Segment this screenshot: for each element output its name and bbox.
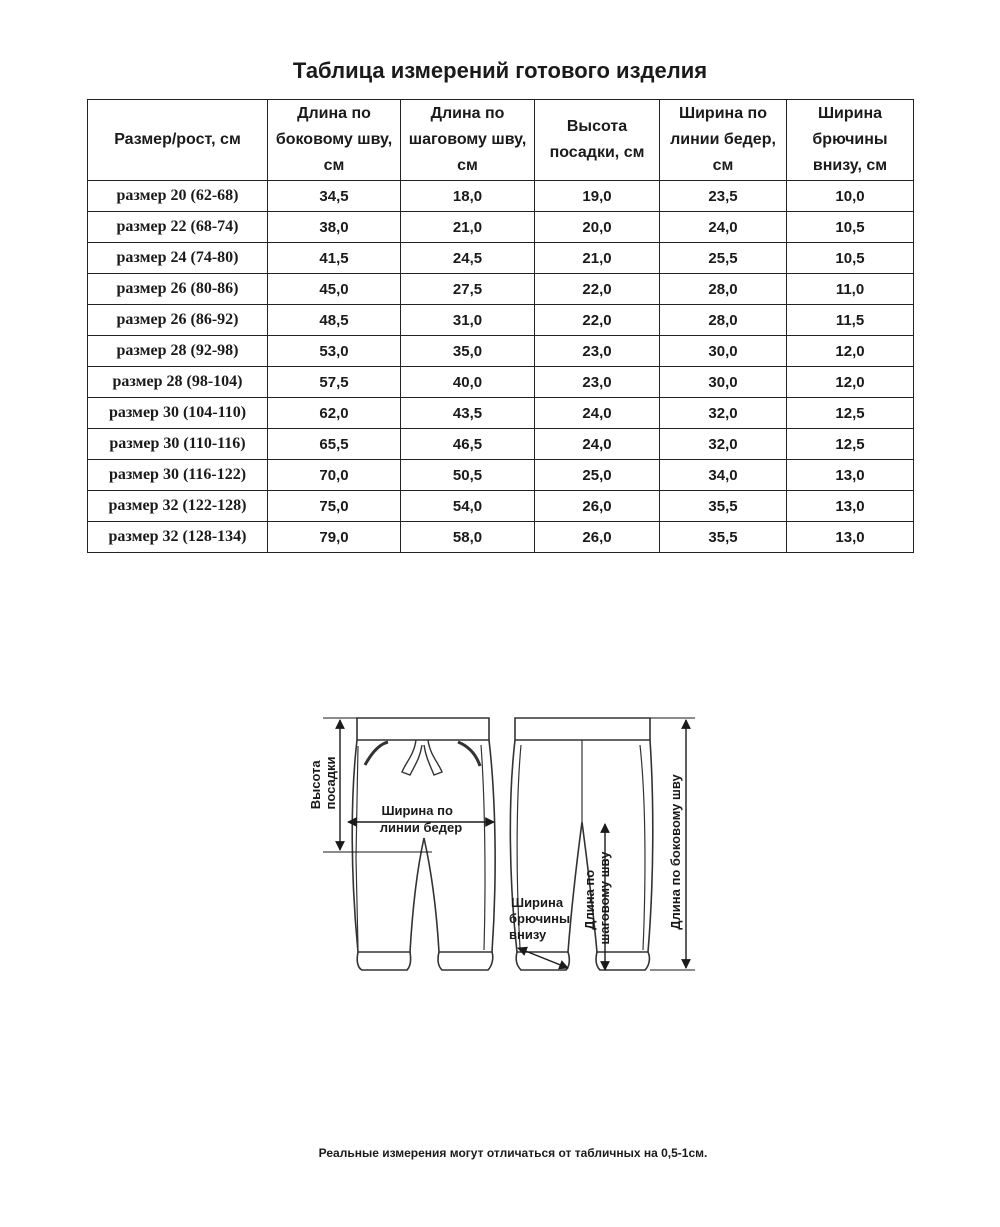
measurement-cell: 10,5: [787, 243, 914, 274]
rise-label: Высота посадки: [308, 756, 338, 810]
measurement-cell: 13,0: [787, 522, 914, 553]
measurement-cell: 35,0: [401, 336, 535, 367]
measurement-cell: 35,5: [660, 491, 787, 522]
measurement-cell: 26,0: [535, 522, 660, 553]
size-cell: размер 26 (80-86): [88, 274, 268, 305]
measurement-cell: 54,0: [401, 491, 535, 522]
front-right-stripe: [481, 745, 485, 950]
measurement-cell: 24,0: [660, 212, 787, 243]
measurement-cell: 79,0: [268, 522, 401, 553]
measurement-cell: 57,5: [268, 367, 401, 398]
size-cell: размер 20 (62-68): [88, 181, 268, 212]
hip-label: Ширина по линии бедер: [379, 803, 463, 835]
measurement-cell: 25,0: [535, 460, 660, 491]
measurement-cell: 38,0: [268, 212, 401, 243]
measurement-cell: 12,5: [787, 398, 914, 429]
measurement-cell: 23,5: [660, 181, 787, 212]
size-cell: размер 32 (122-128): [88, 491, 268, 522]
measurement-cell: 35,5: [660, 522, 787, 553]
back-waistband: [515, 718, 650, 740]
measurement-cell: 13,0: [787, 491, 914, 522]
size-cell: размер 30 (110-116): [88, 429, 268, 460]
measurement-cell: 65,5: [268, 429, 401, 460]
measurement-cell: 28,0: [660, 305, 787, 336]
measurement-cell: 41,5: [268, 243, 401, 274]
hem-width-label: Ширина брючины внизу: [509, 895, 571, 942]
measurement-cell: 22,0: [535, 305, 660, 336]
column-header: Размер/рост, см: [88, 100, 268, 181]
measurement-cell: 12,0: [787, 336, 914, 367]
measurement-cell: 26,0: [535, 491, 660, 522]
measurement-cell: 24,0: [535, 429, 660, 460]
measurement-cell: 20,0: [535, 212, 660, 243]
measurement-cell: 21,0: [401, 212, 535, 243]
measurement-cell: 48,5: [268, 305, 401, 336]
front-left-stripe: [356, 746, 358, 948]
front-left-pocket: [365, 742, 388, 765]
pants-front-view: [352, 718, 495, 970]
measurement-cell: 32,0: [660, 398, 787, 429]
measurement-cell: 24,0: [535, 398, 660, 429]
back-right-stripe: [640, 745, 645, 950]
size-cell: размер 24 (74-80): [88, 243, 268, 274]
measurement-cell: 45,0: [268, 274, 401, 305]
measurement-cell: 75,0: [268, 491, 401, 522]
front-right-cuff: [438, 952, 493, 970]
measurement-cell: 70,0: [268, 460, 401, 491]
measurement-cell: 27,5: [401, 274, 535, 305]
measurement-cell: 23,0: [535, 336, 660, 367]
front-right-pocket: [458, 742, 480, 766]
measurement-cell: 25,5: [660, 243, 787, 274]
measurement-cell: 10,5: [787, 212, 914, 243]
column-header: Длина по боковому шву, см: [268, 100, 401, 181]
page-title: Таблица измерений готового изделия: [292, 58, 708, 83]
back-left-cuff: [516, 952, 569, 970]
measurement-cell: 11,5: [787, 305, 914, 336]
measurement-cell: 23,0: [535, 367, 660, 398]
measurement-cell: 34,5: [268, 181, 401, 212]
measurement-cell: 13,0: [787, 460, 914, 491]
drawstring-right: [424, 740, 442, 775]
measurement-cell: 19,0: [535, 181, 660, 212]
front-leg-outline: [352, 740, 495, 952]
measurement-cell: 62,0: [268, 398, 401, 429]
measurement-cell: 12,0: [787, 367, 914, 398]
measurement-cell: 28,0: [660, 274, 787, 305]
size-cell: размер 26 (86-92): [88, 305, 268, 336]
column-header: Ширина брючины внизу, см: [787, 100, 914, 181]
measurement-cell: 58,0: [401, 522, 535, 553]
measurement-cell: 43,5: [401, 398, 535, 429]
size-cell: размер 32 (128-134): [88, 522, 268, 553]
measurement-cell: 18,0: [401, 181, 535, 212]
drawstring-left: [402, 740, 422, 775]
measurement-cell: 24,5: [401, 243, 535, 274]
measurement-cell: 30,0: [660, 367, 787, 398]
measurement-cell: 32,0: [660, 429, 787, 460]
measurement-cell: 53,0: [268, 336, 401, 367]
measurement-cell: 12,5: [787, 429, 914, 460]
measurement-cell: 10,0: [787, 181, 914, 212]
size-cell: размер 22 (68-74): [88, 212, 268, 243]
outseam-label: Длина по боковому шву: [668, 774, 683, 930]
size-cell: размер 28 (92-98): [88, 336, 268, 367]
front-left-cuff: [357, 952, 410, 970]
column-header: Высота посадки, см: [535, 100, 660, 181]
size-cell: размер 30 (116-122): [88, 460, 268, 491]
measurement-cell: 21,0: [535, 243, 660, 274]
measurement-cell: 31,0: [401, 305, 535, 336]
measurement-cell: 40,0: [401, 367, 535, 398]
column-header: Ширина по линии бедер, см: [660, 100, 787, 181]
measurement-cell: 11,0: [787, 274, 914, 305]
measurement-cell: 50,5: [401, 460, 535, 491]
inseam-label: Длина по шаговому шву: [582, 851, 612, 945]
footnote: Реальные измерения могут отличаться от табличных на 0,5-1см.: [318, 1146, 708, 1160]
measurement-cell: 34,0: [660, 460, 787, 491]
measurement-cell: 22,0: [535, 274, 660, 305]
column-header: Длина по шаговому шву, см: [401, 100, 535, 181]
front-waistband: [357, 718, 489, 740]
back-right-cuff: [596, 952, 649, 970]
size-cell: размер 28 (98-104): [88, 367, 268, 398]
size-cell: размер 30 (104-110): [88, 398, 268, 429]
measurement-cell: 46,5: [401, 429, 535, 460]
measurement-cell: 30,0: [660, 336, 787, 367]
hem-arrow: [518, 948, 568, 968]
